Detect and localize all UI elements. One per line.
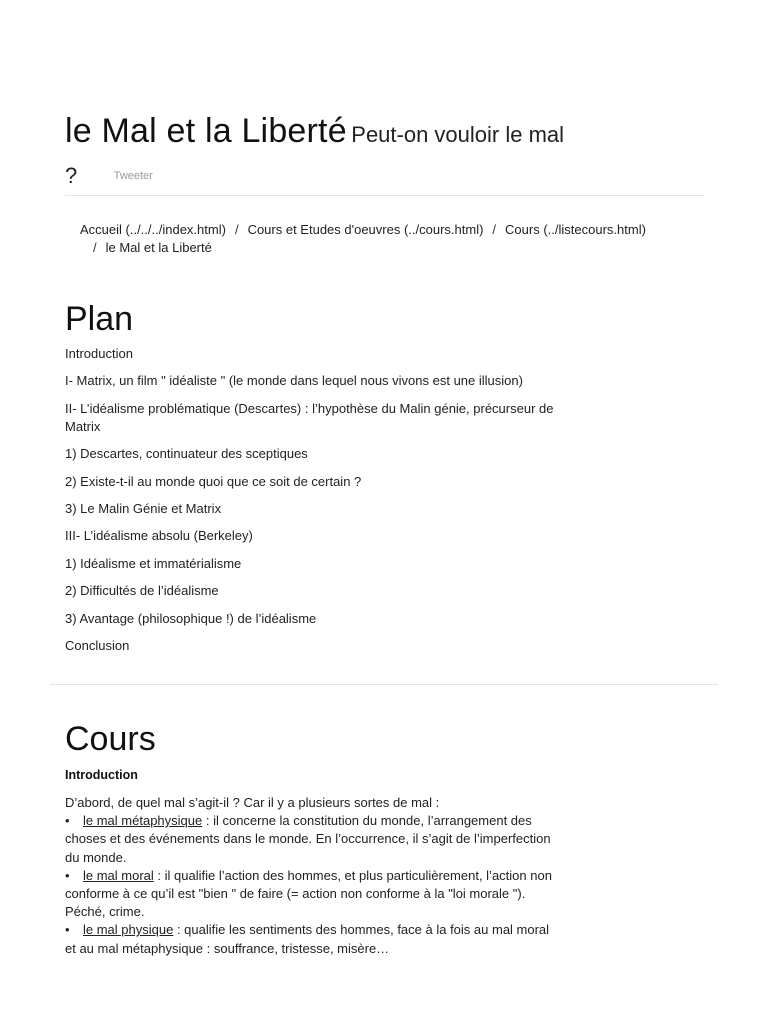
title-block — [65, 112, 565, 199]
breadcrumb-item-home[interactable]: Accueil (../../../index.html) — [80, 222, 226, 237]
plan-list — [65, 345, 555, 655]
cours-body — [65, 794, 555, 958]
plan-item: I- Matrix, un film " idéaliste " (le monde dans lequel nous vivons est une illusion) — [65, 373, 523, 389]
term-mal-metaphysique: le mal métaphysique — [83, 813, 203, 829]
term-description: : il concerne la constitution du monde, l’arrangement des choses et des événements dans le monde. En l’occurrence, il s’agit de l’imperfection du monde. — [65, 813, 551, 865]
header-divider — [65, 195, 705, 196]
bullet-icon: • — [65, 922, 70, 938]
cours-intro-heading: Introduction — [65, 768, 138, 782]
plan-item: Introduction — [65, 346, 133, 361]
page-header — [65, 112, 705, 199]
list-item — [65, 812, 555, 867]
bullet-icon: • — [65, 867, 70, 883]
section-divider — [50, 684, 718, 685]
plan-item: 1) Descartes, continuateur des sceptiques — [65, 446, 308, 462]
plan-item: Conclusion — [65, 637, 130, 653]
plan-section — [65, 298, 555, 664]
tweet-button[interactable]: Tweeter — [113, 170, 153, 182]
list-item — [65, 921, 555, 957]
plan-item: 3) Le Malin Génie et Matrix — [65, 500, 222, 516]
plan-item: 2) Existe-t-il au monde quoi que ce soit de certain ? — [65, 473, 362, 489]
breadcrumb-separator: / — [234, 222, 239, 237]
cours-section — [65, 718, 555, 958]
bullet-icon: • — [65, 813, 70, 829]
plan-item: II- L’idéalisme problématique (Descartes) : l’hypothèse du Malin génie, précurseur de Matrix — [65, 400, 554, 434]
term-mal-physique: le mal physique — [83, 922, 174, 938]
plan-item: 3) Avantage (philosophique !) de l’idéalisme — [65, 610, 317, 626]
term-mal-moral: le mal moral — [83, 867, 154, 883]
cours-heading: Cours — [65, 720, 156, 758]
breadcrumb-separator: / — [93, 240, 97, 255]
plan-item: III- L’idéalisme absolu (Berkeley) — [65, 528, 253, 544]
breadcrumb-item-cours-etudes[interactable]: Cours et Etudes d'oeuvres (../cours.html) — [247, 222, 484, 237]
breadcrumb-item-cours[interactable]: Cours (../listecours.html) — [505, 222, 646, 237]
breadcrumb-separator: / — [492, 222, 497, 237]
term-description: : il qualifie l’action des hommes, et plus particulièrement, l’action non conforme à ce qu’il est "bien " de faire (= action non conforme à la "loi morale "). Péché, crime. — [65, 867, 552, 920]
page-title: le Mal et la Liberté — [65, 112, 347, 150]
page-subtitle: Peut-on vouloir le mal ? — [65, 122, 565, 188]
plan-heading: Plan — [65, 300, 134, 338]
cours-lead: D’abord, de quel mal s’agit-il ? Car il y a plusieurs sortes de mal : — [65, 795, 440, 810]
breadcrumb — [80, 221, 700, 257]
breadcrumb-item-current: le Mal et la Liberté — [105, 240, 212, 255]
plan-item: 2) Difficultés de l’idéalisme — [65, 583, 219, 599]
plan-item: 1) Idéalisme et immatérialisme — [65, 555, 242, 571]
term-description: : qualifie les sentiments des hommes, face à la fois au mal moral et au mal métaphysique : souffrance, tristesse, misère… — [65, 922, 550, 956]
list-item — [65, 867, 555, 922]
